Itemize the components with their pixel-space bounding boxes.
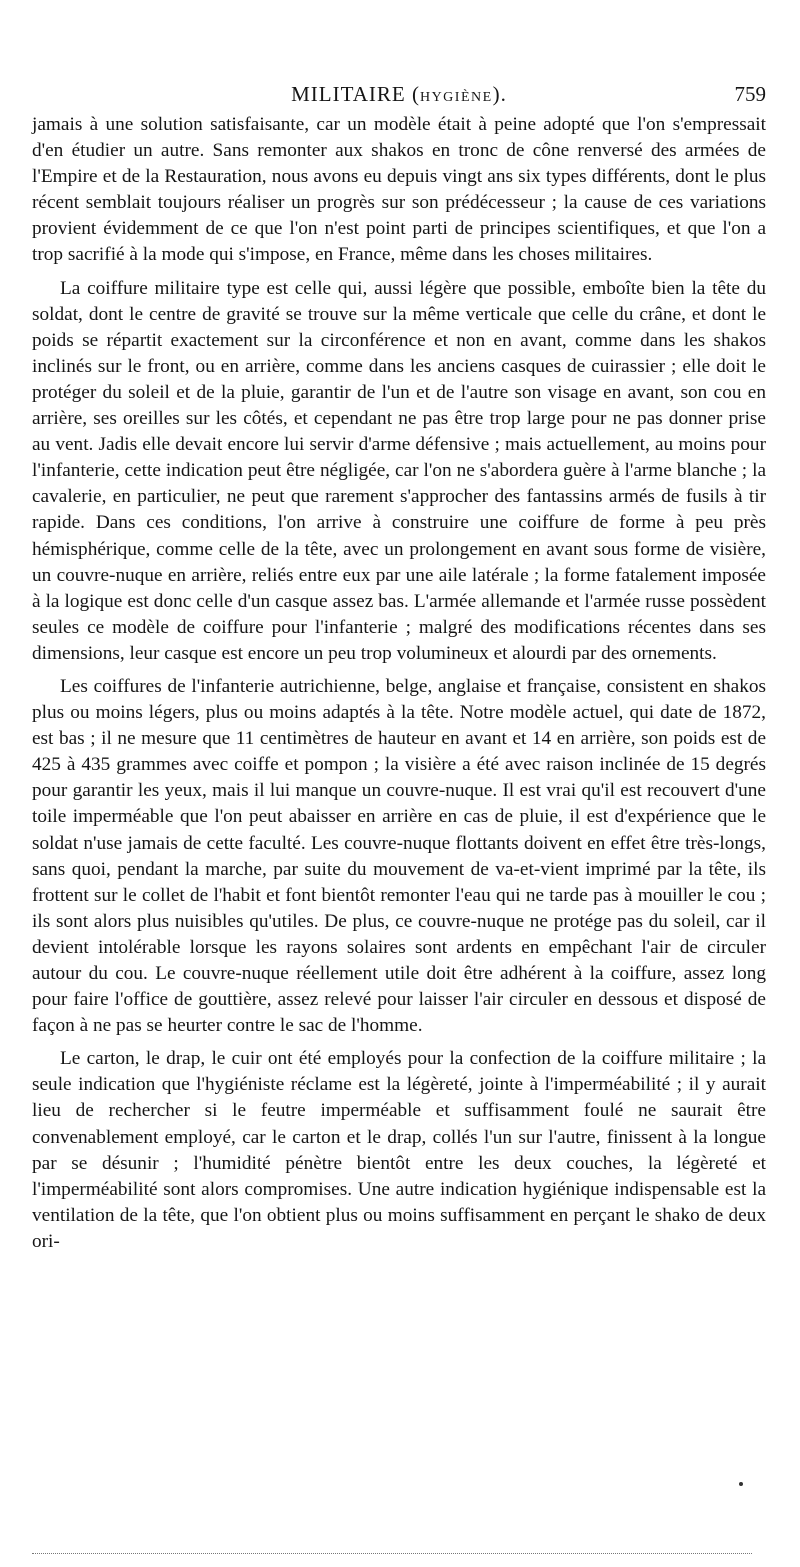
paragraph: Les coiffures de l'infanterie autrichienne, belge, anglaise et française, consistent en shakos plus ou moins légers, plus ou moins adaptés à la tête. Notre modèle actuel, qui date de 1872, est bas ; il ne mesure que 11 centimètres de hauteur en avant et 14 en arrière, son poids est de 425 à 435 grammes avec coiffe et pompon ; la visière a été avec raison inclinée de 15 degrés pour garantir les yeux, mais il lui manque un couvre-nuque. Il est vrai qu'il est recouvert d'une toile imperméable que l'on peut abaisser en arrière en cas de pluie, il est d'expérience que le soldat n'use jamais de cette faculté. Les couvre-nuque flottants doivent en effet être très-longs, sans quoi, pendant la marche, par suite du mouvement de va-et-vient imprimé par la tête, ils frottent sur le collet de l'habit et font bientôt remonter l'eau qui ne tarde pas à mouiller le cou ; ils sont alors plus nuisibles qu'utiles. De plus, ce couvre-nuque ne protége pas du soleil, car il devient intolérable lorsque les rayons solaires sont ardents en empêchant l'air de circuler autour du cou. Le couvre-nuque réellement utile doit être adhérent à la coiffure, assez long pour faire l'office de gouttière, assez relevé pour laisser l'air circuler en dessous et disposé de façon à ne pas se heurter contre le sac de l'homme. [32, 675, 766, 1037]
paragraph: Le carton, le drap, le cuir ont été employés pour la confection de la coiffure militaire ; la seule indication que l'hygiéniste réclame est la légèreté, jointe à l'imperméabilité ; il y aurait lieu de rechercher si le feutre imperméable et suffisamment foulé ne saurait être convenablement employé, car le carton et le drap, collés l'un sur l'autre, finissent à la longue par se désunir ; l'humidité pénètre bientôt entre les deux couches, la légèreté et l'imperméabilité sont alors compromises. Une autre indication hygiénique indispensable est la ventilation de la tête, que l'on obtient plus ou moins suffisamment en perçant le shako de deux ori- [32, 1048, 766, 1252]
running-header [32, 82, 766, 112]
running-title-main: MILITAIRE ( [291, 82, 420, 106]
page-number: 759 [734, 82, 766, 106]
running-title-end: ). [492, 82, 507, 106]
running-title [32, 82, 766, 107]
footer-rule [32, 1553, 752, 1554]
paragraph: La coiffure militaire type est celle qui, aussi légère que possible, emboîte bien la tête du soldat, dont le centre de gravité se trouve sur la même verticale que celle du crâne, et dont le poids se répartit exactement sur la circonférence et non en avant, comme dans les shakos inclinés sur le front, ou en arrière, comme dans les anciens casques de cuirassier ; elle doit le protéger du soleil et de la pluie, garantir de l'un et de l'autre son visage en avant, son cou en arrière, ses oreilles sur les côtés, et cependant ne pas être trop large pour ne pas donner prise au vent. Jadis elle devait encore lui servir d'arme défensive ; mais actuellement, au moins pour l'infanterie, cette indication peut être négligée, car l'on ne s'abordera guère à l'arme blanche ; la cavalerie, en particulier, ne peut que rarement s'approcher des fantassins armés de fusils à tir rapide. Dans ces conditions, l'on arrive à construire une coiffure de forme à peu près hémisphérique, comme celle de la tête, avec un prolongement en avant sous forme de visière, un couvre-nuque en arrière, reliés entre eux par une aile latérale ; la forme fatalement imposée à la logique est donc celle d'un casque assez bas. L'armée allemande et l'armée russe possèdent seules ce modèle de coiffure pour l'infanterie ; malgré des modifications récentes dans ses dimensions, leur casque est encore un peu trop volumineux et alourdi par des ornements. [32, 277, 766, 664]
paragraph-continued: jamais à une solution satisfaisante, car un modèle était à peine adopté que l'on s'empressait d'en étudier un autre. Sans remonter aux shakos en tronc de cône renversé des armées de l'Empire et de la Restauration, nous avons eu depuis vingt ans six types différents, dont le plus récent semblait toujours réaliser un progrès sur son prédécesseur ; la cause de ces variations provient évidemment de ce que l'on n'est point parti de principes scientifiques, et que l'on a trop sacrifié à la mode qui s'impose, en France, même dans les choses militaires. [32, 114, 766, 266]
running-title-subject: HYGIÈNE [419, 90, 493, 105]
ink-speck [739, 1482, 743, 1486]
page-body [32, 112, 766, 1262]
